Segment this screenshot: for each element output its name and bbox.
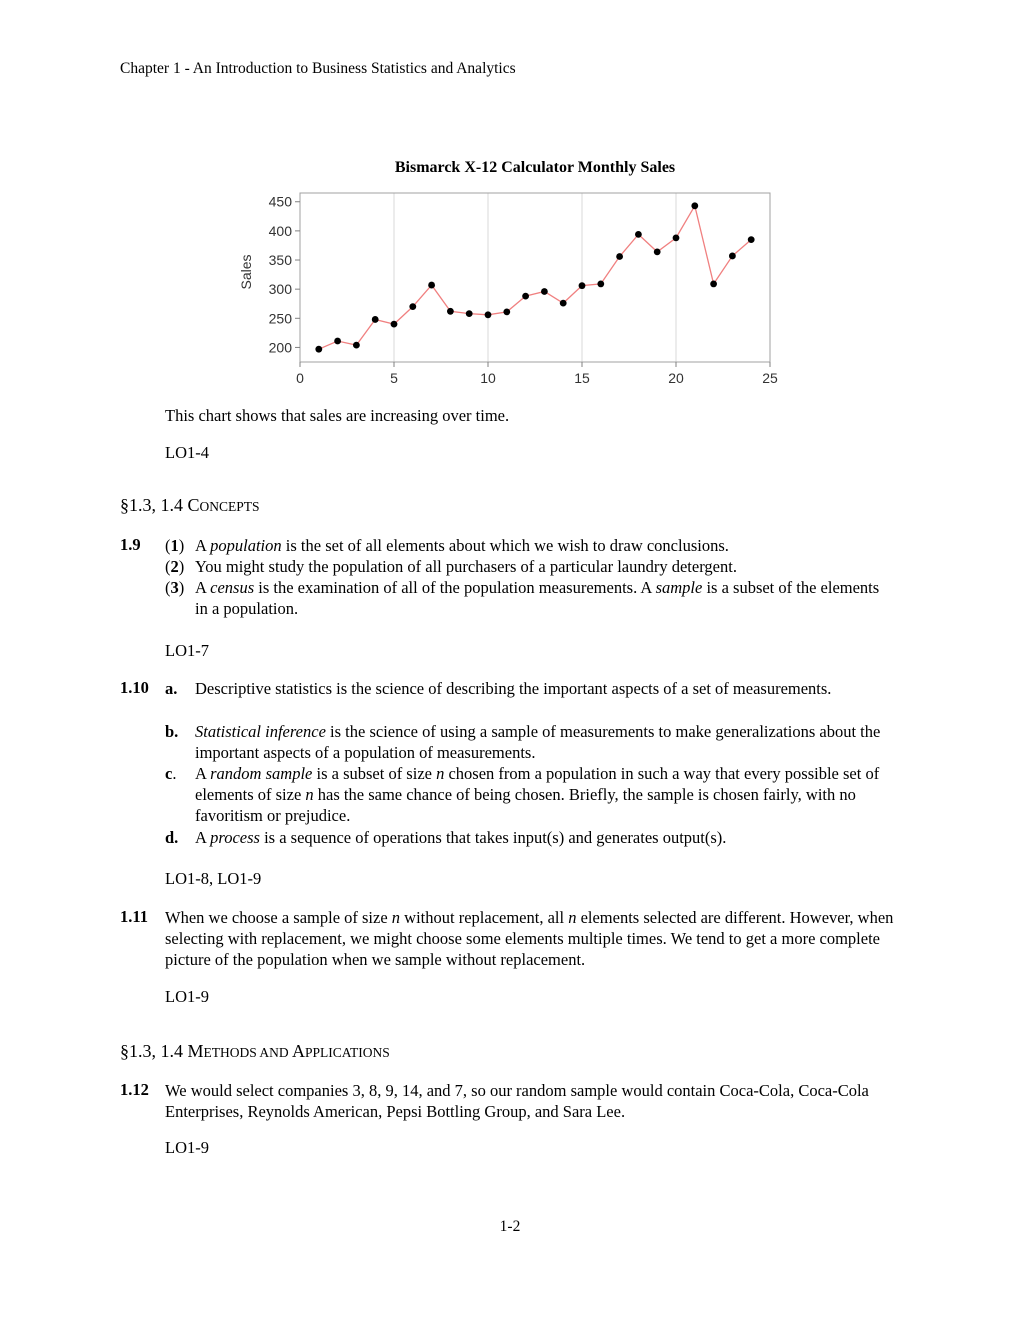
data-point [485,311,492,318]
answer-paragraph [165,1080,895,1122]
item-text: We would select companies 3, 8, 9, 14, and 7, so our random sample would contain Coca-Cola, Coca-Cola Enterprises, Reynolds American, Pepsi Bottling Group, and Sara Lee. [165,1081,869,1121]
page-number: 1-2 [499,1218,521,1235]
y-tick-label: 450 [268,193,292,210]
item-tag: a. [165,679,178,698]
y-tick-label: 400 [268,222,292,239]
x-tick-label: 0 [296,370,304,386]
y-tick-label: 350 [268,252,292,269]
section-word-initial: A [292,1041,306,1061]
question-number: 1.12 [120,1080,149,1099]
learning-objective-label: LO1-4 [165,443,209,462]
data-point [635,231,642,238]
item-tag: c. [165,764,177,783]
item-text: Statistical inference is the science of using a sample of measurements to make generalizations about the important aspects of a population of measurements. [195,722,881,762]
x-tick-label: 10 [480,370,496,386]
plot-frame [300,193,770,362]
data-point [353,342,360,349]
section-word-rest: ONCEPTS [199,499,260,514]
section-number: §1.3, 1.4 [120,495,188,515]
section-word-initial: C [187,495,200,515]
answer-paragraph [165,907,895,970]
item-tag: (1) [165,536,185,555]
item-text: You might study the population of all purchasers of a particular laundry detergent. [195,557,737,576]
data-point [372,316,379,323]
data-point [428,282,435,289]
data-point [597,281,604,288]
data-point [729,253,736,260]
data-point [522,293,529,300]
section-word-initial: M [187,1041,204,1061]
y-tick-label: 250 [268,310,292,327]
section-heading-methods [120,1041,390,1062]
section-number: §1.3, 1.4 [120,1041,188,1061]
question-number: 1.11 [120,907,148,926]
data-point [673,234,680,241]
learning-objective-label: LO1-9 [165,987,209,1006]
learning-objective-label: LO1-7 [165,641,209,660]
plot-area [269,193,778,386]
data-point [503,308,510,315]
item-text: When we choose a sample of size n without replacement, all n elements selected are different. However, when selecting with replacement, we might choose some elements multiple times. We tend to get a more complete picture of the population when we sample without replacement. [165,908,894,969]
item-tag: (2) [165,557,185,576]
data-point [541,288,548,295]
data-point [710,281,717,288]
item-text: A random sample is a subset of size n chosen from a population in such a way that every possible set of elements of size n has the same chance of being chosen. Briefly, the sample is chosen fairly, with no favoritism or prejudice. [195,764,880,825]
list-item [165,577,895,619]
chart-caption: This chart shows that sales are increasing over time. [165,406,510,425]
section-word-rest: ETHODS AND [203,1045,293,1060]
y-axis-label: Sales [238,254,254,290]
data-point [391,321,398,328]
y-tick-label: 300 [268,281,292,298]
list-item [165,763,895,826]
data-point [466,310,473,317]
data-point [560,300,567,307]
x-tick-label: 15 [574,370,590,386]
series-line [319,206,751,349]
data-point [654,248,661,255]
learning-objective-label: LO1-9 [165,1138,209,1157]
data-point [616,253,623,260]
list-item [165,535,895,556]
data-point [691,202,698,209]
data-point [315,346,322,353]
x-tick-label: 25 [762,370,778,386]
list-item [165,556,895,577]
learning-objective-label: LO1-8, LO1-9 [165,869,262,888]
data-point [447,308,454,315]
item-text: A population is the set of all elements about which we wish to draw conclusions. [195,536,729,555]
running-header: Chapter 1 - An Introduction to Business Statistics and Analytics [120,60,516,77]
question-number: 1.10 [120,678,149,697]
chart-title: Bismarck X-12 Calculator Monthly Sales [394,159,676,176]
question-number: 1.9 [120,535,141,554]
item-tag: d. [165,828,179,847]
list-item [165,827,895,848]
item-text: A census is the examination of all of the population measurements. A sample is a subset of the elements in a population. [195,578,880,618]
data-point [748,236,755,243]
data-point [334,338,341,345]
item-tag: b. [165,722,179,741]
section-word-rest: PPLICATIONS [305,1045,390,1060]
x-tick-label: 20 [668,370,684,386]
y-tick-label: 200 [268,339,292,356]
data-point [579,282,586,289]
list-item [165,678,895,699]
item-tag: (3) [165,578,185,597]
list-item [165,721,895,763]
data-point [409,303,416,310]
item-text: A process is a sequence of operations that takes input(s) and generates output(s). [195,828,727,847]
item-text: Descriptive statistics is the science of describing the important aspects of a set of measurements. [195,679,832,698]
sales-line-chart [230,150,790,390]
x-tick-label: 5 [390,370,398,386]
section-heading-concepts [120,495,260,516]
